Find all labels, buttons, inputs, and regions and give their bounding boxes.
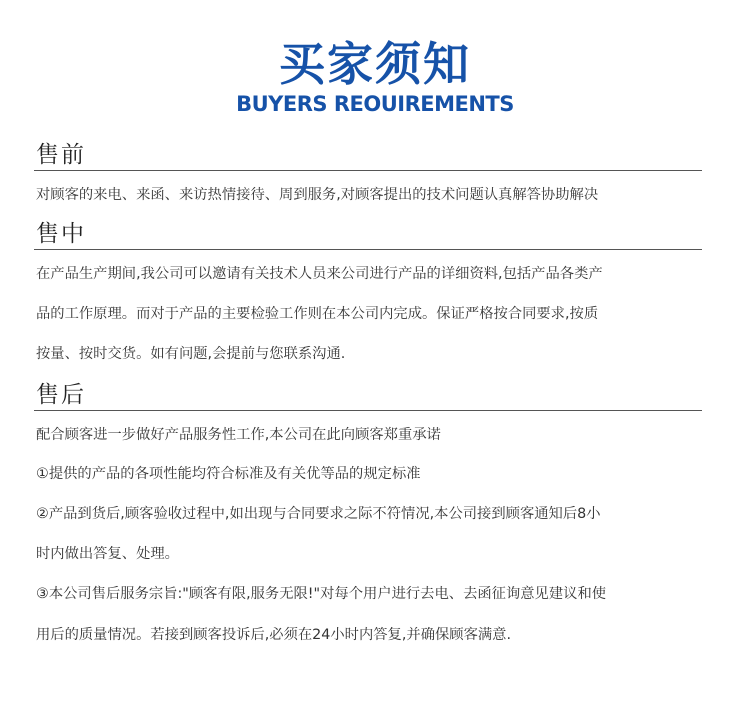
insale-text-line: 品的工作原理。而对于产品的主要检验工作则在本公司内完成。保证严格按合同要求,按质 bbox=[36, 306, 599, 322]
aftersale-text-line: ①提供的产品的各项性能均符合标准及有关优等品的规定标准 bbox=[36, 466, 421, 482]
aftersale-text-line: ②产品到货后,顾客验收过程中,如出现与合同要求之际不符情况,本公司接到顾客通知后8小 bbox=[36, 506, 601, 522]
aftersale-text-line: 时内做出答复、处理。 bbox=[36, 546, 179, 562]
page-subtitle: BUYERS REOUIREMENTS bbox=[236, 92, 514, 116]
aftersale-text-line: 配合顾客进一步做好产品服务性工作,本公司在此向顾客郑重承诺 bbox=[36, 427, 441, 443]
insale-text-line: 在产品生产期间,我公司可以邀请有关技术人员来公司进行产品的详细资料,包括产品各类产 bbox=[36, 266, 603, 282]
page-title: 买家须知 bbox=[279, 37, 471, 91]
presale-text-line: 对顾客的来电、来函、来访热情接待、周到服务,对顾客提出的技术问题认真解答协助解决 bbox=[36, 187, 599, 203]
insale-text-line: 按量、按时交货。如有问题,会提前与您联系沟通. bbox=[36, 346, 346, 362]
section-heading-aftersale: 售后 bbox=[36, 382, 86, 408]
section-divider bbox=[34, 410, 702, 411]
aftersale-text-line: ③本公司售后服务宗旨:"顾客有限,服务无限!"对每个用户进行去电、去函征询意见建议和使 bbox=[36, 586, 607, 602]
aftersale-text-line: 用后的质量情况。若接到顾客投诉后,必须在24小时内答复,并确保顾客满意. bbox=[36, 627, 512, 643]
section-divider bbox=[34, 170, 702, 171]
section-heading-insale: 售中 bbox=[36, 221, 86, 247]
section-divider bbox=[34, 249, 702, 250]
section-heading-presale: 售前 bbox=[36, 142, 86, 168]
